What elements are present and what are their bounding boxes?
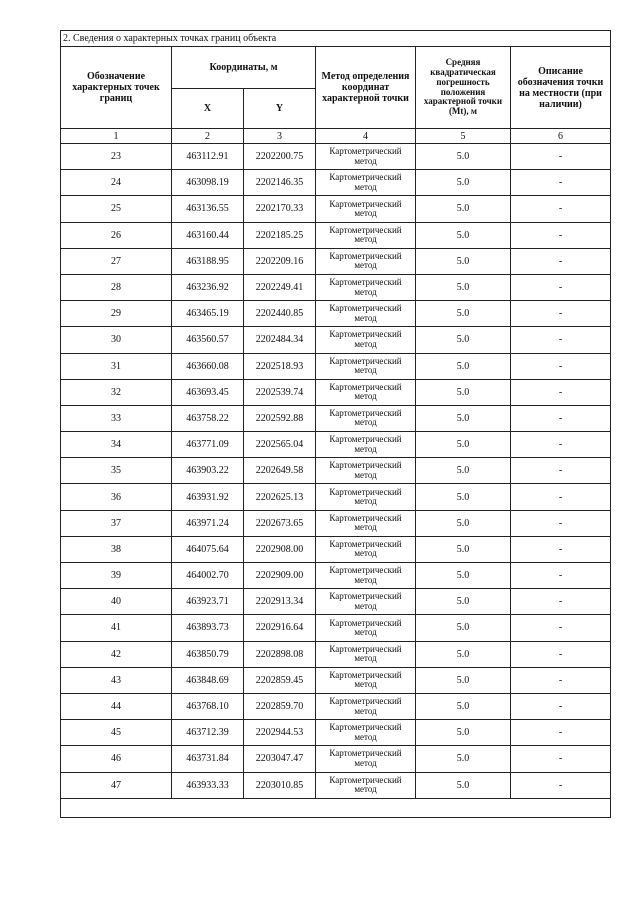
header-coordinates: Координаты, м (172, 47, 316, 89)
coordinate-y-cell: 2202859.70 (244, 693, 316, 719)
coordinate-x-cell: 464002.70 (172, 563, 244, 589)
column-number: 1 (61, 129, 172, 144)
method-cell: Картометрический метод (316, 379, 416, 405)
error-cell: 5.0 (416, 589, 511, 615)
method-cell: Картометрический метод (316, 196, 416, 222)
error-cell: 5.0 (416, 772, 511, 798)
table-row (61, 510, 611, 536)
coordinate-x-cell: 463160.44 (172, 222, 244, 248)
table-row (61, 693, 611, 719)
table-row (61, 615, 611, 641)
point-number-cell: 25 (61, 196, 172, 222)
error-cell: 5.0 (416, 615, 511, 641)
column-number: 6 (511, 129, 611, 144)
description-cell: - (511, 536, 611, 562)
point-number-cell: 42 (61, 641, 172, 667)
error-cell: 5.0 (416, 693, 511, 719)
description-cell: - (511, 615, 611, 641)
description-cell: - (511, 458, 611, 484)
point-number-cell: 23 (61, 144, 172, 170)
coordinate-x-cell: 463112.91 (172, 144, 244, 170)
description-cell: - (511, 170, 611, 196)
description-cell: - (511, 301, 611, 327)
coordinate-y-cell: 2202913.34 (244, 589, 316, 615)
coordinate-y-cell: 2202673.65 (244, 510, 316, 536)
coordinate-x-cell: 463933.33 (172, 772, 244, 798)
table-row (61, 641, 611, 667)
coordinate-y-cell: 2202565.04 (244, 432, 316, 458)
table-row (61, 353, 611, 379)
coordinate-y-cell: 2202916.64 (244, 615, 316, 641)
error-cell: 5.0 (416, 746, 511, 772)
coordinate-y-cell: 2202146.35 (244, 170, 316, 196)
coordinate-x-cell: 463098.19 (172, 170, 244, 196)
method-cell: Картометрический метод (316, 274, 416, 300)
description-cell: - (511, 222, 611, 248)
point-number-cell: 35 (61, 458, 172, 484)
coordinate-x-cell: 463136.55 (172, 196, 244, 222)
coordinate-x-cell: 463923.71 (172, 589, 244, 615)
error-cell: 5.0 (416, 432, 511, 458)
table-row (61, 248, 611, 274)
description-cell: - (511, 667, 611, 693)
method-cell: Картометрический метод (316, 667, 416, 693)
coordinate-x-cell: 463188.95 (172, 248, 244, 274)
error-cell: 5.0 (416, 641, 511, 667)
method-cell: Картометрический метод (316, 563, 416, 589)
point-number-cell: 47 (61, 772, 172, 798)
method-cell: Картометрический метод (316, 720, 416, 746)
table-row (61, 170, 611, 196)
method-cell: Картометрический метод (316, 458, 416, 484)
method-cell: Картометрический метод (316, 484, 416, 510)
table-row (61, 196, 611, 222)
table-row (61, 484, 611, 510)
column-number: 3 (244, 129, 316, 144)
header-method: Метод определения координат характерной точки (316, 47, 416, 129)
coordinate-x-cell: 463758.22 (172, 405, 244, 431)
coordinate-x-cell: 463848.69 (172, 667, 244, 693)
table-row (61, 536, 611, 562)
coordinate-y-cell: 2202249.41 (244, 274, 316, 300)
coordinate-y-cell: 2202859.45 (244, 667, 316, 693)
coordinate-x-cell: 463903.22 (172, 458, 244, 484)
method-cell: Картометрический метод (316, 144, 416, 170)
point-number-cell: 43 (61, 667, 172, 693)
method-cell: Картометрический метод (316, 641, 416, 667)
table-row (61, 589, 611, 615)
table-row (61, 563, 611, 589)
method-cell: Картометрический метод (316, 301, 416, 327)
error-cell: 5.0 (416, 458, 511, 484)
method-cell: Картометрический метод (316, 353, 416, 379)
method-cell: Картометрический метод (316, 405, 416, 431)
point-number-cell: 45 (61, 720, 172, 746)
table-footer-row (61, 798, 611, 817)
coordinate-x-cell: 463731.84 (172, 746, 244, 772)
description-cell: - (511, 144, 611, 170)
coordinate-y-cell: 2202909.00 (244, 563, 316, 589)
empty-footer-cell (61, 798, 611, 817)
error-cell: 5.0 (416, 484, 511, 510)
point-number-cell: 38 (61, 536, 172, 562)
coordinate-y-cell: 2203047.47 (244, 746, 316, 772)
coordinate-x-cell: 463771.09 (172, 432, 244, 458)
table-row (61, 327, 611, 353)
coordinate-x-cell: 463893.73 (172, 615, 244, 641)
method-cell: Картометрический метод (316, 615, 416, 641)
table-row (61, 458, 611, 484)
table-row (61, 301, 611, 327)
table-body (61, 144, 611, 799)
error-cell: 5.0 (416, 144, 511, 170)
method-cell: Картометрический метод (316, 589, 416, 615)
table-row (61, 667, 611, 693)
table-row (61, 432, 611, 458)
error-cell: 5.0 (416, 720, 511, 746)
coordinate-y-cell: 2202649.58 (244, 458, 316, 484)
error-cell: 5.0 (416, 510, 511, 536)
point-number-cell: 40 (61, 589, 172, 615)
coordinate-y-cell: 2202539.74 (244, 379, 316, 405)
coordinate-x-cell: 463236.92 (172, 274, 244, 300)
description-cell: - (511, 510, 611, 536)
header-x: X (172, 89, 244, 129)
table-row (61, 274, 611, 300)
table-caption: 2. Сведения о характерных точках границ объекта (61, 31, 611, 47)
error-cell: 5.0 (416, 405, 511, 431)
table-row (61, 144, 611, 170)
boundary-points-table (60, 30, 611, 818)
description-cell: - (511, 248, 611, 274)
method-cell: Картометрический метод (316, 772, 416, 798)
header-description: Описание обозначения точки на местности (при наличии) (511, 47, 611, 129)
header-designation: Обозначение характерных точек границ (61, 47, 172, 129)
point-number-cell: 27 (61, 248, 172, 274)
point-number-cell: 28 (61, 274, 172, 300)
coordinate-y-cell: 2203010.85 (244, 772, 316, 798)
error-cell: 5.0 (416, 274, 511, 300)
coordinate-y-cell: 2202944.53 (244, 720, 316, 746)
coordinate-x-cell: 463660.08 (172, 353, 244, 379)
coordinate-x-cell: 464075.64 (172, 536, 244, 562)
description-cell: - (511, 641, 611, 667)
description-cell: - (511, 484, 611, 510)
coordinate-x-cell: 463768.10 (172, 693, 244, 719)
coordinate-y-cell: 2202209.16 (244, 248, 316, 274)
error-cell: 5.0 (416, 536, 511, 562)
coordinate-y-cell: 2202898.08 (244, 641, 316, 667)
description-cell: - (511, 274, 611, 300)
error-cell: 5.0 (416, 327, 511, 353)
method-cell: Картометрический метод (316, 693, 416, 719)
coordinate-y-cell: 2202625.13 (244, 484, 316, 510)
table-row (61, 746, 611, 772)
point-number-cell: 46 (61, 746, 172, 772)
point-number-cell: 30 (61, 327, 172, 353)
column-number: 4 (316, 129, 416, 144)
coordinate-y-cell: 2202592.88 (244, 405, 316, 431)
point-number-cell: 31 (61, 353, 172, 379)
description-cell: - (511, 432, 611, 458)
coordinate-x-cell: 463693.45 (172, 379, 244, 405)
coordinate-y-cell: 2202518.93 (244, 353, 316, 379)
table-row (61, 222, 611, 248)
coordinate-x-cell: 463465.19 (172, 301, 244, 327)
error-cell: 5.0 (416, 353, 511, 379)
point-number-cell: 41 (61, 615, 172, 641)
coordinate-y-cell: 2202170.33 (244, 196, 316, 222)
description-cell: - (511, 746, 611, 772)
coordinate-y-cell: 2202200.75 (244, 144, 316, 170)
coordinate-x-cell: 463971.24 (172, 510, 244, 536)
description-cell: - (511, 379, 611, 405)
header-y: Y (244, 89, 316, 129)
error-cell: 5.0 (416, 170, 511, 196)
table-row (61, 405, 611, 431)
description-cell: - (511, 353, 611, 379)
column-number: 5 (416, 129, 511, 144)
point-number-cell: 37 (61, 510, 172, 536)
description-cell: - (511, 693, 611, 719)
method-cell: Картометрический метод (316, 432, 416, 458)
point-number-cell: 32 (61, 379, 172, 405)
coordinate-y-cell: 2202908.00 (244, 536, 316, 562)
point-number-cell: 24 (61, 170, 172, 196)
point-number-cell: 36 (61, 484, 172, 510)
method-cell: Картометрический метод (316, 510, 416, 536)
table-row (61, 720, 611, 746)
description-cell: - (511, 563, 611, 589)
error-cell: 5.0 (416, 196, 511, 222)
error-cell: 5.0 (416, 248, 511, 274)
error-cell: 5.0 (416, 379, 511, 405)
error-cell: 5.0 (416, 301, 511, 327)
error-cell: 5.0 (416, 667, 511, 693)
coordinate-y-cell: 2202484.34 (244, 327, 316, 353)
error-cell: 5.0 (416, 222, 511, 248)
coordinate-y-cell: 2202185.25 (244, 222, 316, 248)
point-number-cell: 44 (61, 693, 172, 719)
coordinate-x-cell: 463712.39 (172, 720, 244, 746)
description-cell: - (511, 405, 611, 431)
method-cell: Картометрический метод (316, 746, 416, 772)
table-row (61, 772, 611, 798)
column-number: 2 (172, 129, 244, 144)
header-error: Средняя квадратическая погрешность положения характерной точки (Mt), м (416, 47, 511, 129)
description-cell: - (511, 327, 611, 353)
point-number-cell: 33 (61, 405, 172, 431)
coordinate-x-cell: 463850.79 (172, 641, 244, 667)
method-cell: Картометрический метод (316, 170, 416, 196)
point-number-cell: 34 (61, 432, 172, 458)
description-cell: - (511, 589, 611, 615)
description-cell: - (511, 772, 611, 798)
method-cell: Картометрический метод (316, 222, 416, 248)
point-number-cell: 39 (61, 563, 172, 589)
column-number-row (61, 129, 611, 144)
method-cell: Картометрический метод (316, 327, 416, 353)
description-cell: - (511, 720, 611, 746)
method-cell: Картометрический метод (316, 536, 416, 562)
coordinate-x-cell: 463560.57 (172, 327, 244, 353)
description-cell: - (511, 196, 611, 222)
method-cell: Картометрический метод (316, 248, 416, 274)
error-cell: 5.0 (416, 563, 511, 589)
table-row (61, 379, 611, 405)
point-number-cell: 26 (61, 222, 172, 248)
coordinate-y-cell: 2202440.85 (244, 301, 316, 327)
coordinate-x-cell: 463931.92 (172, 484, 244, 510)
point-number-cell: 29 (61, 301, 172, 327)
